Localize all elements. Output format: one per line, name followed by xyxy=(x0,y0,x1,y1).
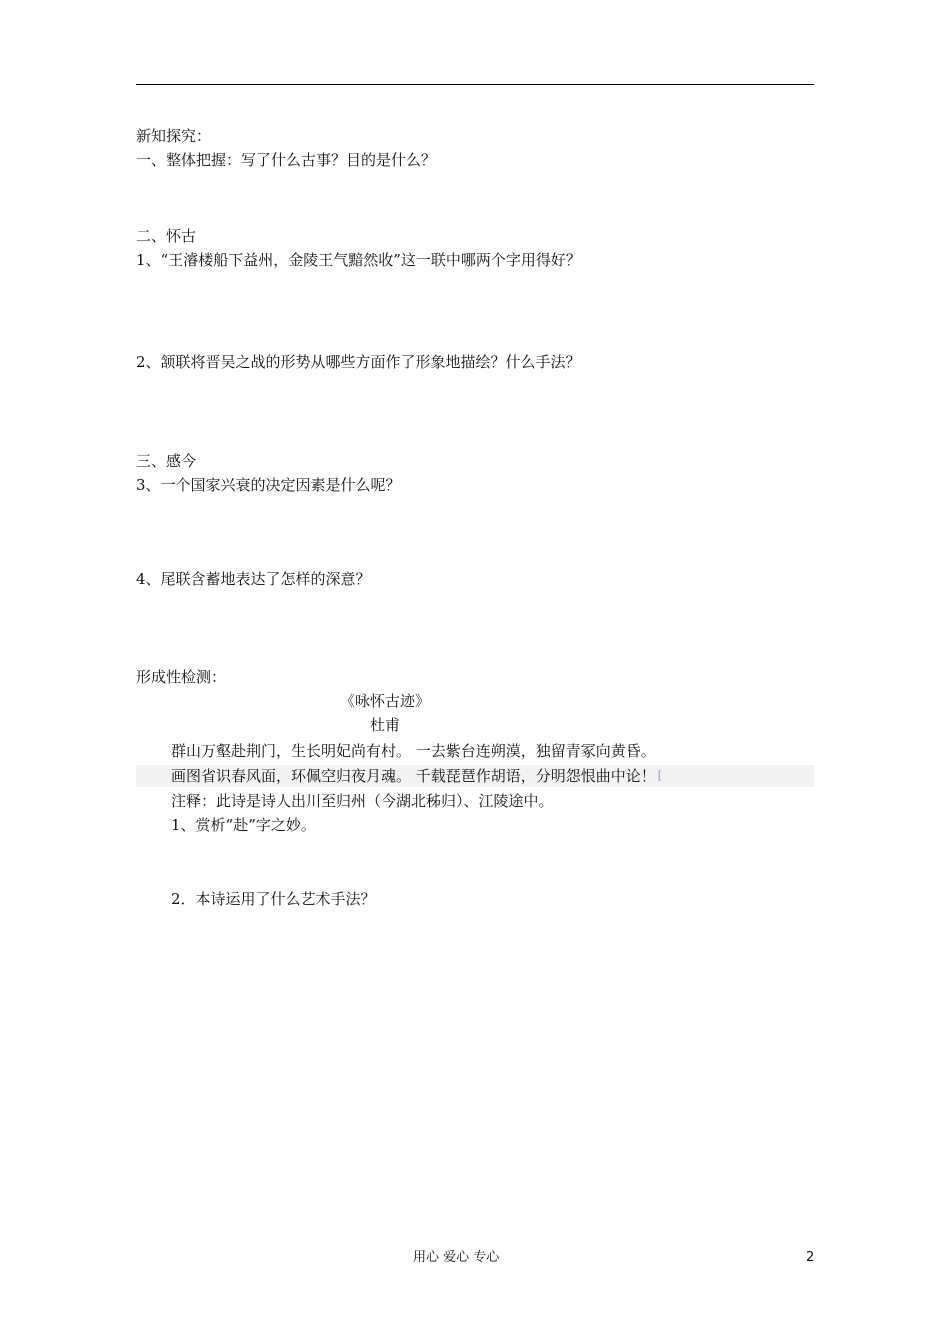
poem-title: 《咏怀古迹》 xyxy=(340,692,431,710)
page-number: 2 xyxy=(806,1250,815,1265)
section-three-question-3: 3、一个国家兴衰的决定因素是什么呢？ xyxy=(136,476,401,494)
test-question-2: 2．本诗运用了什么艺术手法？ xyxy=(171,890,376,908)
poem-author: 杜甫 xyxy=(370,716,401,734)
bracket-marker: [ xyxy=(657,769,663,782)
section-two-title: 二、怀古 xyxy=(136,227,197,245)
test-question-1: 1、赏析“赴”字之妙。 xyxy=(171,816,316,834)
formative-test-heading: 形成性检测： xyxy=(136,668,227,686)
section-one-question: 一、整体把握：写了什么古事？目的是什么？ xyxy=(136,151,437,169)
section-three-title: 三、感今 xyxy=(136,452,197,470)
poem-line-1: 群山万壑赴荆门，生长明妃尚有村。 一去紫台连朔漠，独留青冢向黄昏。 xyxy=(171,742,656,760)
poem-line-2 xyxy=(171,766,662,786)
poem-line-2-text: 画图省识春风面，环佩空归夜月魂。 千载琵琶作胡语，分明怨恨曲中论！ xyxy=(171,767,656,785)
header-rule xyxy=(136,84,814,85)
section-three-question-4: 4、尾联含蓄地表达了怎样的深意？ xyxy=(136,570,371,588)
section-two-question-1: 1、“王濬楼船下益州，金陵王气黯然收”这一联中哪两个字用得好？ xyxy=(136,251,581,269)
new-knowledge-heading: 新知探究： xyxy=(136,127,212,145)
footer-center: 用心 爱心 专心 xyxy=(413,1250,500,1265)
poem-note: 注释：此诗是诗人出川至归州（今湖北秭归）、江陵途中。 xyxy=(171,792,554,810)
section-two-question-2: 2、颔联将晋吴之战的形势从哪些方面作了形象地描绘？什么手法？ xyxy=(136,353,581,371)
